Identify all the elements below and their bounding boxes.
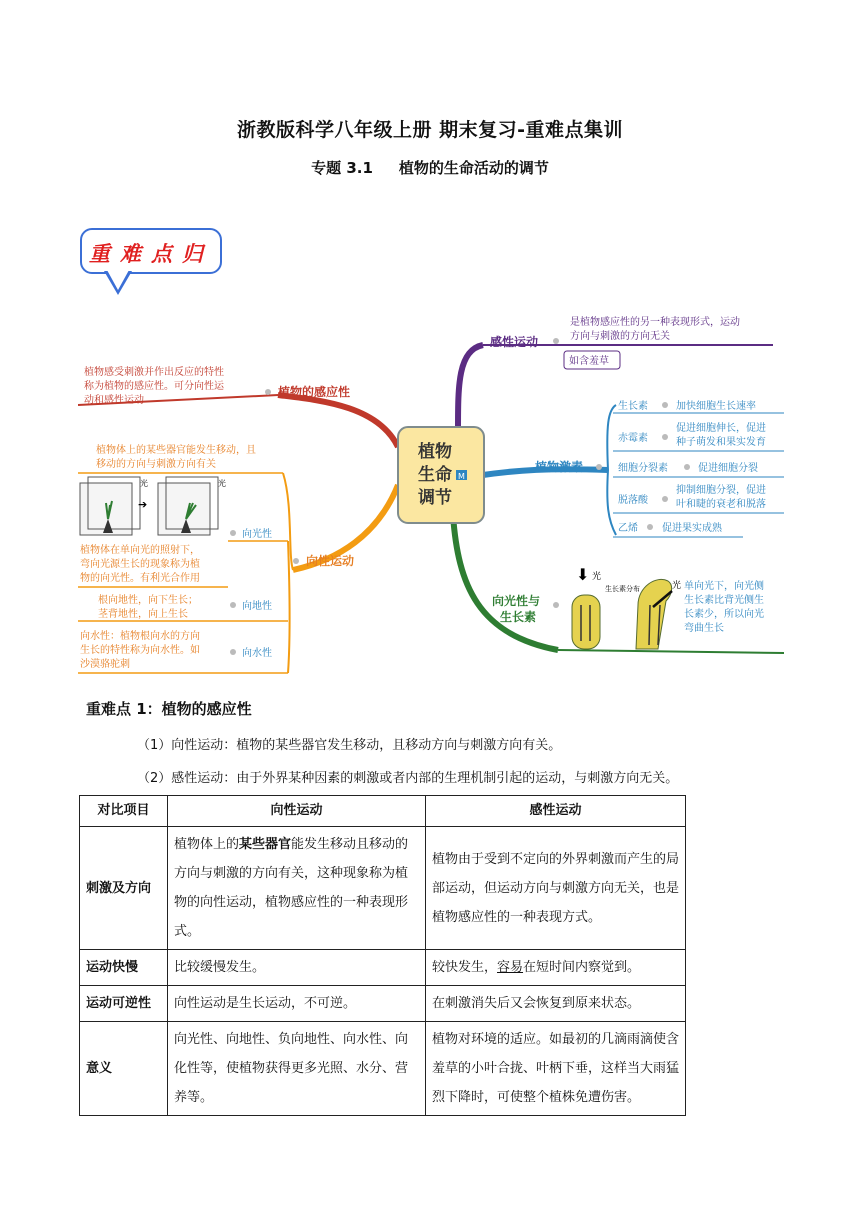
node-hydrotropism: 向水性 xyxy=(242,648,272,659)
svg-text:长素少，所以向光: 长素少，所以向光 xyxy=(684,609,764,620)
branch-nastic xyxy=(458,345,483,430)
table-cell: 较快发生，容易在短时间内察觉到。 xyxy=(426,950,686,986)
hormone-name: 乙烯 xyxy=(618,523,638,534)
node-sensitivity: 植物的感应性 xyxy=(278,385,351,399)
mind-map xyxy=(78,305,784,690)
hormone-name: 赤霉素 xyxy=(618,433,648,444)
svg-text:移动的方向与刺激方向有关: 移动的方向与刺激方向有关 xyxy=(96,459,216,470)
svg-text:光: 光 xyxy=(140,479,148,488)
svg-text:动和感性运动: 动和感性运动 xyxy=(84,395,144,406)
svg-text:生长素: 生长素 xyxy=(500,610,537,624)
svg-text:M: M xyxy=(458,472,465,481)
paragraph-nastic: （2）感性运动：由于外界某种因素的刺激或者内部的生理机制引起的运动，与刺激方向无关。 xyxy=(137,771,679,786)
table-cell: 比较缓慢发生。 xyxy=(168,950,426,986)
hormone-name: 脱落酸 xyxy=(618,495,648,506)
hormone-name: 细胞分裂素 xyxy=(618,463,668,474)
auxin-illustration xyxy=(572,565,681,649)
callout-text: 重难点归 xyxy=(89,241,213,266)
svg-text:生长素分布: 生长素分布 xyxy=(605,585,640,593)
svg-text:促进果实成熟: 促进果实成熟 xyxy=(662,523,722,534)
svg-text:种子萌发和果实发育: 种子萌发和果实发育 xyxy=(676,437,766,448)
center-line2: 生命 xyxy=(418,465,452,485)
branch-sensitivity xyxy=(278,395,398,447)
hormone-name: 生长素 xyxy=(618,401,648,412)
row-label: 刺激及方向 xyxy=(80,827,168,950)
svg-text:弯向光源生长的现象称为植: 弯向光源生长的现象称为植 xyxy=(80,559,200,570)
svg-text:加快细胞生长速率: 加快细胞生长速率 xyxy=(676,401,756,412)
row-label: 运动快慢 xyxy=(80,950,168,986)
table-row xyxy=(80,1022,686,1116)
svg-text:根向地性，向下生长；: 根向地性，向下生长； xyxy=(98,595,198,606)
table-cell: 植物体上的某些器官能发生移动且移动的方向与刺激的方向有关，这种现象称为植物的向性运动，植物感应性的一种表现形式。 xyxy=(168,827,426,950)
center-line3: 调节 xyxy=(418,488,452,508)
topic-title: 植物的生命活动的调节 xyxy=(398,159,549,177)
table-cell: 向性运动是生长运动，不可逆。 xyxy=(168,986,426,1022)
table-row xyxy=(80,986,686,1022)
paragraph-tropism: （1）向性运动：植物的某些器官发生移动，且移动方向与刺激方向有关。 xyxy=(137,738,562,753)
svg-text:➔: ➔ xyxy=(138,498,148,511)
svg-text:光: 光 xyxy=(672,581,682,591)
table-cell: 向光性、向地性、负向地性、向水性、向化性等，使植物获得更多光照、水分、营养等。 xyxy=(168,1022,426,1116)
svg-text:称为植物的感应性。可分向性运: 称为植物的感应性。可分向性运 xyxy=(84,381,224,392)
svg-text:是植物感应性的另一种表现形式，运动: 是植物感应性的另一种表现形式，运动 xyxy=(570,317,740,328)
node-phototropism: 向光性 xyxy=(242,529,272,540)
svg-text:茎背地性，向上生长: 茎背地性，向上生长 xyxy=(98,609,188,620)
document-subtitle xyxy=(0,157,860,178)
center-line1: 植物 xyxy=(418,442,452,462)
row-label: 运动可逆性 xyxy=(80,986,168,1022)
document-title: 浙教版科学八年级上册 期末复习-重难点集训 xyxy=(236,119,623,141)
node-tropism: 向性运动 xyxy=(306,554,355,568)
svg-text:光: 光 xyxy=(592,572,602,582)
section-heading: 重难点 1：植物的感应性 xyxy=(86,700,252,718)
svg-text:向水性：植物根向水的方向: 向水性：植物根向水的方向 xyxy=(80,631,200,642)
table-row xyxy=(80,950,686,986)
svg-text:⬇: ⬇ xyxy=(576,565,590,584)
header-cell: 向性运动 xyxy=(168,796,426,827)
svg-text:光: 光 xyxy=(218,479,226,488)
svg-text:单向光下，向光侧: 单向光下，向光侧 xyxy=(684,581,764,592)
svg-text:植物体上的某些器官能发生移动，且: 植物体上的某些器官能发生移动，且 xyxy=(96,445,256,456)
node-geotropism: 向地性 xyxy=(242,601,272,612)
svg-text:生长的特性称为向水性。如: 生长的特性称为向水性。如 xyxy=(80,645,200,656)
svg-text:植物感受刺激并作出反应的特性: 植物感受刺激并作出反应的特性 xyxy=(84,367,224,378)
branch-auxin xyxy=(453,515,558,650)
svg-text:植物体在单向光的照射下，: 植物体在单向光的照射下， xyxy=(80,545,200,556)
svg-text:沙漠骆驼刺: 沙漠骆驼刺 xyxy=(80,659,130,670)
table-cell: 植物对环境的适应。如最初的几滴雨滴使含羞草的小叶合拢、叶柄下垂，这样当大雨猛烈下降时，可使整个植株免遭伤害。 xyxy=(426,1022,686,1116)
table-cell: 在刺激消失后又会恢复到原来状态。 xyxy=(426,986,686,1022)
svg-text:弯曲生长: 弯曲生长 xyxy=(684,623,724,634)
node-auxin: 向光性与 xyxy=(492,594,541,608)
table-header-row xyxy=(80,796,686,827)
svg-text:物的向光性。有利光合作用: 物的向光性。有利光合作用 xyxy=(80,573,200,584)
node-hormones: 植物激素 xyxy=(535,460,584,474)
svg-text:生长素比背光侧生: 生长素比背光侧生 xyxy=(684,595,764,606)
svg-text:促进细胞分裂: 促进细胞分裂 xyxy=(698,463,758,474)
topic-number: 专题 3.1 xyxy=(311,159,373,177)
node-nastic: 感性运动 xyxy=(490,335,539,349)
header-cell: 对比项目 xyxy=(80,796,168,827)
svg-text:叶和睫的衰老和脱落: 叶和睫的衰老和脱落 xyxy=(676,499,766,510)
svg-text:促进细胞伸长，促进: 促进细胞伸长，促进 xyxy=(676,423,766,434)
row-label: 意义 xyxy=(80,1022,168,1116)
header-cell: 感性运动 xyxy=(426,796,686,827)
svg-text:抑制细胞分裂，促进: 抑制细胞分裂，促进 xyxy=(676,485,766,496)
phototropism-illustration xyxy=(80,477,226,535)
svg-text:如含羞草: 如含羞草 xyxy=(569,356,609,367)
comparison-table xyxy=(79,795,686,1116)
svg-text:方向与刺激的方向无关: 方向与刺激的方向无关 xyxy=(570,331,670,342)
table-row xyxy=(80,827,686,950)
table-cell: 植物由于受到不定向的外界刺激而产生的局部运动，但运动方向与刺激方向无关，也是植物感应性的一种表现方式。 xyxy=(426,827,686,950)
